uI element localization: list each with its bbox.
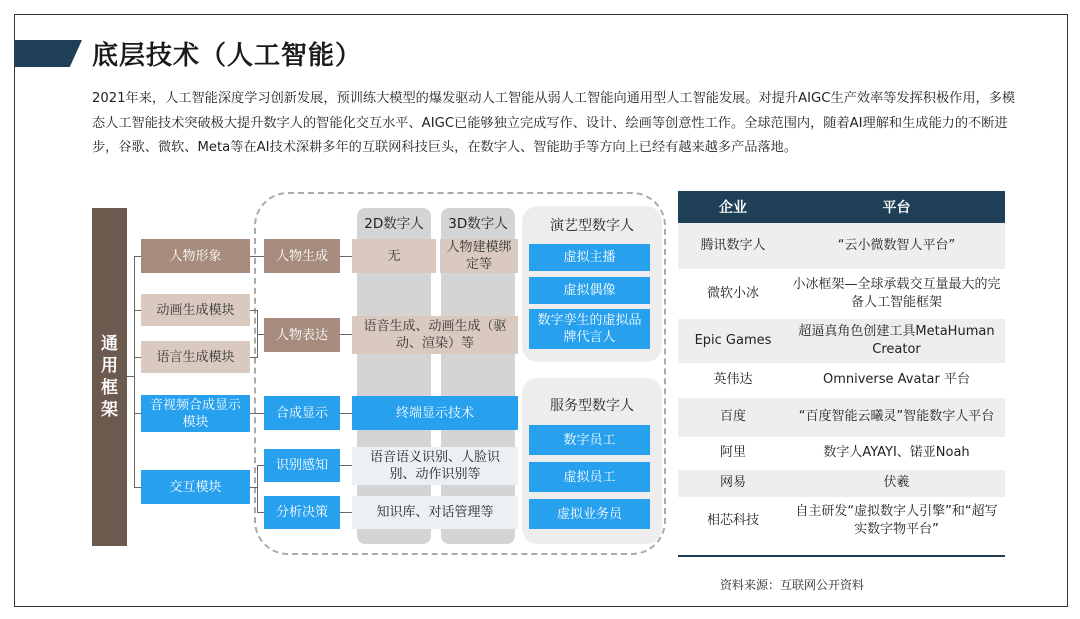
table-cell-platform: 小冰框架—全球承载交互量最大的完备人工智能框架 [788, 270, 1005, 317]
connector-line [257, 512, 264, 513]
connector-line [340, 512, 352, 513]
table-cell-company: 网易 [678, 468, 788, 498]
source-note: 资料来源：互联网公开资料 [720, 578, 865, 592]
perform-item: 虚拟主播 [529, 244, 650, 271]
service-item: 虚拟业务员 [529, 499, 650, 529]
table-cell-platform: 超逼真角色创建工具MetaHuman Creator [788, 317, 1005, 364]
table-cell-platform: “云小微数智人平台” [788, 223, 1005, 270]
company-platform-table [678, 191, 1005, 545]
table-bottom-rule [678, 555, 1005, 557]
tech-expression: 语音生成、动画生成（驱动、渲染）等 [352, 316, 518, 354]
table-row [678, 498, 1005, 543]
connector-line [250, 487, 257, 488]
connector-line [250, 357, 257, 358]
connector-line [250, 310, 257, 311]
table-row [678, 270, 1005, 317]
connector-line [134, 357, 141, 358]
table-row [678, 223, 1005, 270]
table-cell-company: Epic Games [678, 317, 788, 364]
table-row [678, 468, 1005, 498]
connector-line [134, 256, 141, 257]
header-perform: 演艺型数字人 [550, 217, 634, 234]
table-cell-platform: “百度智能云曦灵”智能数字人平台 [788, 396, 1005, 438]
connector-line [340, 413, 352, 414]
connector-line [127, 376, 134, 377]
table-row [678, 317, 1005, 364]
header-2d: 2D数字人 [364, 215, 424, 232]
module-language: 语言生成模块 [141, 341, 250, 373]
table-cell-company: 微软小冰 [678, 270, 788, 317]
framework-label: 通用框架 [92, 208, 127, 546]
connector-line [134, 413, 141, 414]
function-decision: 分析决策 [264, 496, 340, 529]
connector-line [340, 465, 352, 466]
tech-3d-generation: 人物建模绑定等 [440, 239, 518, 273]
connector-line [257, 334, 264, 335]
table-cell-company: 腾讯数字人 [678, 223, 788, 270]
table-cell-platform: 数字人AYAYI、锘亚Noah [788, 438, 1005, 468]
connector-line [257, 465, 258, 513]
function-perception: 识别感知 [264, 449, 340, 482]
table-row [678, 438, 1005, 468]
tech-knowledge: 知识库、对话管理等 [352, 496, 518, 529]
connector-line [250, 256, 264, 257]
module-animation: 动画生成模块 [141, 294, 250, 326]
table-header-row [678, 191, 1005, 223]
module-character-image: 人物形象 [141, 239, 250, 273]
table-cell-company: 阿里 [678, 438, 788, 468]
page-title: 底层技术（人工智能） [92, 41, 363, 71]
table-cell-platform: 伏羲 [788, 468, 1005, 498]
connector-line [134, 310, 141, 311]
service-item: 虚拟员工 [529, 462, 650, 492]
intro-paragraph: 2021年来，人工智能深度学习创新发展，预训练大模型的爆发驱动人工智能从弱人工智能向通用型人工智能发展。对提升AIGC生产效率等发挥积极作用，多模态人工智能技术突破极大提升数字人的智能化交互水平、AIGC已能够独立完成写作、设计、绘画等创意性工作。全球范围内，随着AI理解和生成能力的不断进步，谷歌、微软、Meta等在AI技术深耕多年的互联网科技巨头，在数字人、智能助手等方向上已经有越来越多产品落地。 [92, 91, 1016, 155]
table-cell-company: 百度 [678, 396, 788, 438]
table-cell-platform: 自主研发“虚拟数字人引擎”和“超写实数字物平台” [788, 498, 1005, 543]
module-interaction: 交互模块 [141, 470, 250, 504]
tech-2d-generation: 无 [352, 239, 436, 273]
table-row [678, 364, 1005, 396]
connector-line [134, 256, 135, 487]
function-display: 合成显示 [264, 396, 340, 430]
connector-line [340, 256, 352, 257]
module-av-synthesis: 音视频合成显示模块 [141, 395, 250, 432]
header-service: 服务型数字人 [550, 397, 634, 414]
table-cell-platform: Omniverse Avatar 平台 [788, 364, 1005, 396]
tech-recognition: 语音语义识别、人脸识别、动作识别等 [352, 447, 518, 485]
perform-item: 虚拟偶像 [529, 277, 650, 304]
table-header-platform: 平台 [788, 191, 1005, 223]
perform-item: 数字孪生的虚拟品牌代言人 [529, 309, 650, 349]
table-cell-company: 英伟达 [678, 364, 788, 396]
table-cell-company: 相芯科技 [678, 498, 788, 543]
service-item: 数字员工 [529, 425, 650, 455]
header-3d: 3D数字人 [448, 215, 508, 232]
table-header-company: 企业 [678, 191, 788, 223]
connector-line [250, 413, 264, 414]
connector-line [340, 334, 352, 335]
tech-terminal-display: 终端显示技术 [352, 396, 518, 430]
connector-line [257, 465, 264, 466]
function-expression: 人物表达 [264, 318, 340, 352]
function-generation: 人物生成 [264, 239, 340, 273]
table-row [678, 396, 1005, 438]
connector-line [134, 487, 141, 488]
